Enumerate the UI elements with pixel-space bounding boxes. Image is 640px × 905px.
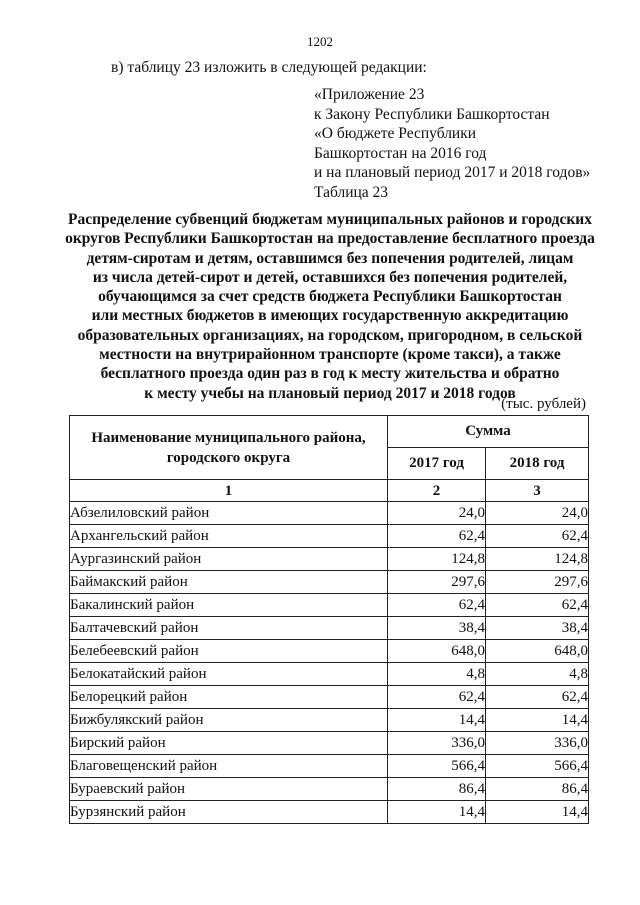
units-label: (тыс. рублей) xyxy=(501,396,586,412)
table-row xyxy=(70,801,589,824)
value-2018: 336,0 xyxy=(486,732,589,755)
title-line: Распределение субвенций бюджетам муниципальных районов и городских xyxy=(68,211,592,228)
value-2018: 124,8 xyxy=(486,548,589,571)
table-row xyxy=(70,571,589,594)
district-name: Бурзянский район xyxy=(70,801,388,824)
value-2017: 62,4 xyxy=(388,525,486,548)
title-line: бесплатного проезда один раз в год к месту жительства и обратно xyxy=(100,365,560,383)
title-line: детям-сиротам и детям, оставшимся без попечения родителей, лицам xyxy=(86,249,574,267)
value-2017: 648,0 xyxy=(388,640,486,663)
value-2017: 336,0 xyxy=(388,732,486,755)
value-2017: 4,8 xyxy=(388,663,486,686)
table-row xyxy=(70,617,589,640)
district-name: Бураевский район xyxy=(70,778,388,801)
district-name: Баймакский район xyxy=(70,571,388,594)
district-name: Белебеевский район xyxy=(70,640,388,663)
table-row xyxy=(70,525,589,548)
district-name: Благовещенский район xyxy=(70,755,388,778)
value-2018: 62,4 xyxy=(486,686,589,709)
value-2018: 62,4 xyxy=(486,594,589,617)
value-2017: 297,6 xyxy=(388,571,486,594)
table-row xyxy=(70,663,589,686)
intro-text: в) таблицу 23 изложить в следующей редакции: xyxy=(111,59,427,76)
district-name: Архангельский район xyxy=(70,525,388,548)
value-2017: 62,4 xyxy=(388,594,486,617)
column-number: 2 xyxy=(388,480,486,502)
header-sum: Сумма xyxy=(388,416,589,448)
appendix-line: к Закону Республики Башкортостан xyxy=(314,105,550,123)
value-2017: 24,0 xyxy=(388,502,486,525)
value-2018: 14,4 xyxy=(486,801,589,824)
value-2018: 566,4 xyxy=(486,755,589,778)
district-name: Бакалинский район xyxy=(70,594,388,617)
value-2018: 86,4 xyxy=(486,778,589,801)
value-2018: 14,4 xyxy=(486,709,589,732)
value-2017: 124,8 xyxy=(388,548,486,571)
district-name: Бирский район xyxy=(70,732,388,755)
value-2018: 648,0 xyxy=(486,640,589,663)
title-line: из числа детей-сирот и детей, оставшихся без попечения родителей, xyxy=(92,268,568,286)
table-row xyxy=(70,502,589,525)
value-2017: 14,4 xyxy=(388,709,486,732)
header-name: Наименование муниципального района, городского округа xyxy=(70,416,388,480)
table-row xyxy=(70,548,589,571)
district-name: Бижбулякский район xyxy=(70,709,388,732)
value-2017: 14,4 xyxy=(388,801,486,824)
appendix-line: «О бюджете Республики xyxy=(314,125,477,142)
title-line: образовательных организациях, на городском, пригородном, в сельской xyxy=(77,326,583,344)
table-row xyxy=(70,732,589,755)
title-line: обучающимся за счет средств бюджета Республики Башкортостан xyxy=(98,288,562,306)
table-row xyxy=(70,778,589,801)
value-2018: 24,0 xyxy=(486,502,589,525)
column-number: 3 xyxy=(486,480,589,502)
value-2018: 62,4 xyxy=(486,525,589,548)
appendix-line: Башкортостан на 2016 год xyxy=(314,144,487,162)
district-name: Абзелиловский район xyxy=(70,502,388,525)
table-row xyxy=(70,594,589,617)
district-name: Балтачевский район xyxy=(70,617,388,640)
table-row xyxy=(70,709,589,732)
title-line: местности на внутрирайонном транспорте (кроме такси), а также xyxy=(99,346,561,364)
subsidy-table xyxy=(69,415,589,824)
value-2017: 38,4 xyxy=(388,617,486,640)
appendix-line: Таблица 23 xyxy=(314,183,389,201)
page-number: 1202 xyxy=(307,34,333,49)
table-row xyxy=(70,755,589,778)
title-line: или местных бюджетов в имеющих государственную аккредитацию xyxy=(91,307,569,325)
value-2018: 4,8 xyxy=(486,663,589,686)
table-row xyxy=(70,640,589,663)
title-line: округов Республики Башкортостан на предоставление бесплатного проезда xyxy=(65,230,595,248)
district-name: Белорецкий район xyxy=(70,686,388,709)
appendix-block xyxy=(314,85,590,202)
table-row xyxy=(70,686,589,709)
header-year-2017: 2017 год xyxy=(388,448,486,480)
district-name: Белокатайский район xyxy=(70,663,388,686)
appendix-line: «Приложение 23 xyxy=(314,86,425,103)
value-2018: 297,6 xyxy=(486,571,589,594)
value-2017: 86,4 xyxy=(388,778,486,801)
appendix-line: и на плановый период 2017 и 2018 годов» xyxy=(314,164,591,181)
value-2017: 62,4 xyxy=(388,686,486,709)
value-2018: 38,4 xyxy=(486,617,589,640)
title-line: к месту учебы на плановый период 2017 и 2018 годов xyxy=(144,384,516,402)
district-name: Аургазинский район xyxy=(70,548,388,571)
header-year-2018: 2018 год xyxy=(486,448,589,480)
column-number: 1 xyxy=(70,480,388,502)
document-title xyxy=(40,210,620,403)
value-2017: 566,4 xyxy=(388,755,486,778)
